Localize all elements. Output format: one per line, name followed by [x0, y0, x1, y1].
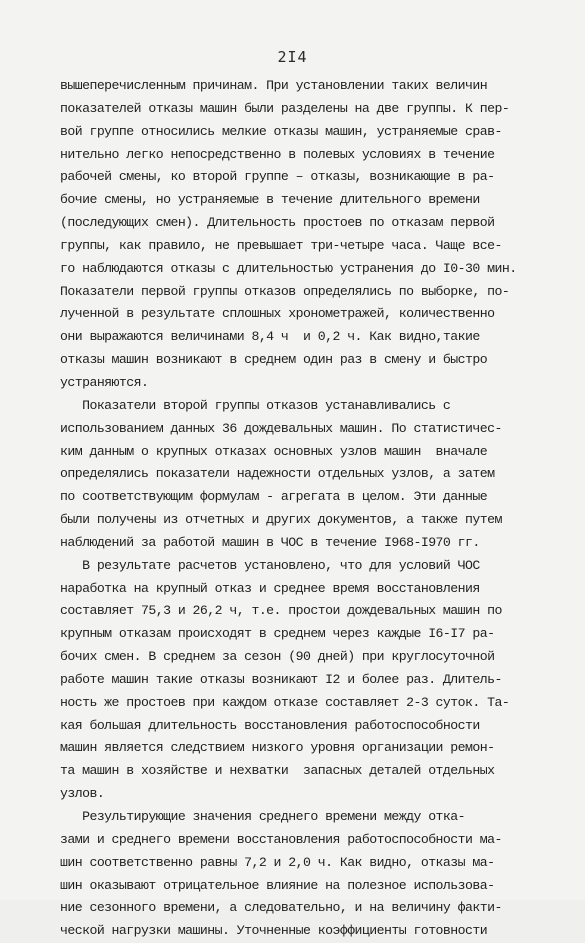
text-line: бочих смен. В среднем за сезон (90 дней) при круглосуточной [60, 649, 495, 665]
text-line: вышеперечисленным причинам. При установлении таких величин [60, 78, 488, 93]
text-line: были получены из отчетных и других документов, а также путем [60, 512, 502, 528]
text-line: В результате расчетов установлено, что для условий ЧОС [60, 557, 480, 573]
text-line: Показатели второй группы отказов устанавливались с [60, 397, 451, 413]
text-line: нительно легко непосредственно в полевых условиях в течение [60, 146, 495, 162]
text-line: кая большая длительность восстановления работоспособности [60, 717, 480, 733]
text-line: зами и среднего времени восстановления работоспособности ма- [60, 831, 502, 847]
text-line: отказы машин возникают в среднем один раз в смену и быстро [60, 352, 488, 368]
text-line: шин соответственно равны 7,2 и 2,0 ч. Как видно, отказы ма- [60, 854, 495, 870]
text-line: устраняются. [60, 374, 149, 390]
text-line: та машин в хозяйстве и нехватки запасных деталей отдельных [60, 763, 495, 779]
text-line: группы, как правило, не превышает три-четыре часа. Чаще все- [60, 237, 502, 253]
text-line: машин является следствием низкого уровня организации ремон- [60, 740, 495, 756]
text-line: Показатели первой группы отказов определялись по выборке, по- [60, 283, 510, 299]
text-line: го наблюдаются отказы с длительностью устранения до I0-30 мин. [60, 260, 517, 276]
text-line: вой группе относились мелкие отказы машин, устраняемые срав- [60, 123, 502, 139]
text-line: Результирующие значения среднего времени между отка- [60, 809, 466, 824]
text-line: по соответствующим формулам - агрегата в целом. Эти данные [60, 489, 488, 505]
text-line: определялись показатели надежности отдельных узлов, а затем [60, 466, 495, 482]
text-line: ние сезонного времени, а следовательно, и на величину факти- [60, 900, 502, 916]
text-line: (последующих смен). Длительность простоев по отказам первой [60, 215, 495, 231]
text-line: лученной в результате сплошных хронометражей, количественно [60, 306, 495, 322]
text-line: шин оказывают отрицательное влияние на полезное использова- [60, 877, 495, 893]
text-line: крупным отказам происходят в среднем через каждые I6-I7 ра- [60, 626, 495, 642]
text-line: наблюдений за работой машин в ЧОС в течение I968-I970 гг. [60, 534, 480, 550]
text-line: ческой нагрузки машины. Уточненные коэффициенты готовности [60, 923, 488, 939]
text-line: использованием данных 36 дождевальных машин. По статистичес- [60, 420, 502, 436]
text-line: ким данным о крупных отказах основных узлов машин вначале [60, 443, 488, 459]
text-line: рабочей смены, ко второй группе – отказы, возникающие в ра- [60, 169, 495, 185]
text-line: составляет 75,3 и 26,2 ч, т.е. простои дождевальных машин по [60, 603, 502, 619]
page-number: 2I4 [277, 48, 308, 66]
text-line: наработка на крупный отказ и среднее время восстановления [60, 580, 480, 596]
text-line: работе машин такие отказы возникают I2 и более раз. Длитель- [60, 671, 502, 687]
text-line: бочие смены, но устраняемые в течение длительного времени [60, 192, 480, 208]
text-line: они выражаются величинами 8,4 ч и 0,2 ч. Как видно,такие [60, 329, 480, 345]
text-line: ность же простоев при каждом отказе составляет 2-3 суток. Та- [60, 694, 510, 710]
text-line: узлов. [60, 786, 105, 802]
body-text [60, 75, 530, 943]
text-line: показателей отказы машин были разделены на две группы. К пер- [60, 100, 510, 116]
